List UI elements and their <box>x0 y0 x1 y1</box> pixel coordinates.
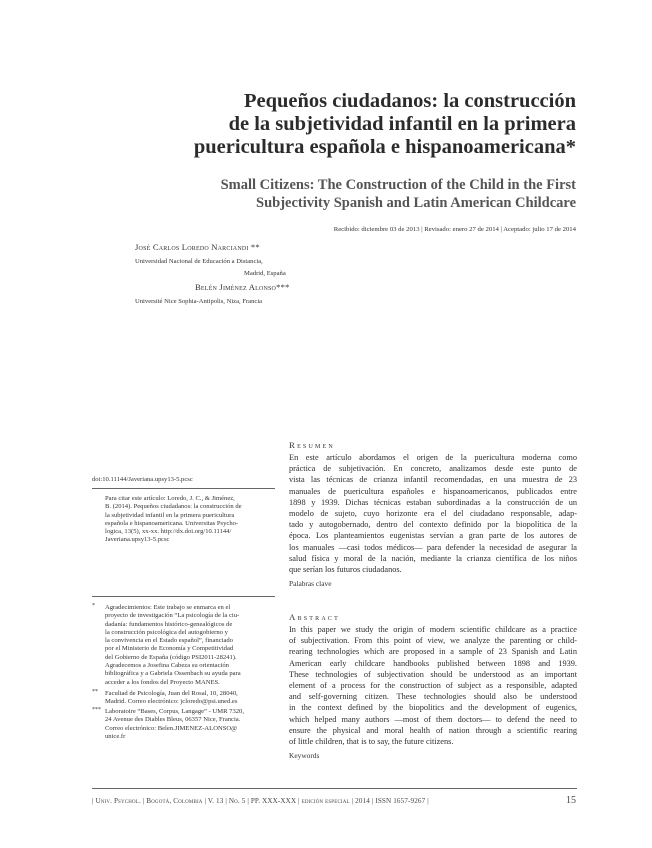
article-title-es <box>56 90 576 159</box>
footnote-line: acceder a los fondos del Proyecto MANES. <box>105 678 220 686</box>
citation-line: logica, 13(5), xx-xx. http://dx.doi.org/10.11144/ <box>105 528 232 536</box>
resumen-line: manuales de puericultura españoles e hispanoamericanos, publicados entre <box>289 486 577 496</box>
abstract-line: which helped many authors —most of them doctors— to defend the need to <box>289 714 577 724</box>
footnote-line: Facultad de Psicología, Juan del Rosal, 10, 28040, <box>105 690 238 697</box>
author-name: José Carlos Loredo Narciandi ** <box>135 242 260 252</box>
author-affiliation: Universidad Nacional de Educación a Distancia, <box>135 258 263 265</box>
title-en-line: Subjectivity Spanish and Latin American Childcare <box>256 195 576 211</box>
abstract-line: In this paper we study the origin of modern scientific childcare as a practice <box>289 625 577 634</box>
footnote-line: Agradecimientos: Este trabajo se enmarca en el <box>105 604 231 611</box>
footnote-line: Correo electrónico: Belen.JIMENEZ-ALONSO@ <box>105 724 238 732</box>
abstract-heading: Abstract <box>289 612 340 622</box>
citation-line: española e hispanoamericana. Universitas Psycho- <box>105 519 239 527</box>
footnote-mark: *** <box>92 707 101 713</box>
abstract-keywords-label: Keywords <box>289 751 320 760</box>
article-title-en <box>56 176 576 212</box>
title-es-line: de la subjetividad infantil en la primera <box>228 113 576 135</box>
citation-block <box>105 495 275 545</box>
divider <box>92 596 275 597</box>
resumen-line: práctica de subjetivación. En concreto, analizamos desde este punto de <box>289 464 577 474</box>
footnote-line: unice.fr <box>105 732 126 740</box>
author-name: Belén Jiménez Alonso*** <box>195 282 290 292</box>
resumen-line: 1898 y 1939. Dichas técnicas estaban subordinadas a la construcción de un <box>289 497 577 507</box>
abstract-line: element of a process for the construction of subject as a responsible, adapted <box>289 681 577 691</box>
doi[interactable]: doi:10.11144/Javeriana.upsy13-5.pcsc <box>92 476 193 483</box>
resumen-line: los manuales —casi todos médicos— para defender la necesidad de asegurar la <box>289 542 577 552</box>
resumen-line: tado y autogobernado, dentro del contexto definido por la biopolítica de la <box>289 520 577 530</box>
footnote-line: dadanía: fundamentos histórico-genealógicos de <box>105 620 233 628</box>
footnote-line: la convivencia en el Estado español”, financiado <box>105 637 233 645</box>
citation-line: la subjetividad infantil en la primera puericultura <box>105 511 235 519</box>
title-es-line: Pequeños ciudadanos: la construcción <box>243 90 576 112</box>
abstract-body <box>289 624 577 747</box>
footnote-line: proyecto de investigación “La psicología de la ciu- <box>105 612 240 620</box>
footnote-line: Madrid. Correo electrónico: jcloredo@psi.uned.es <box>105 698 238 706</box>
resumen-line: modelo de sujeto, cuyo horizonte era el del ciudadano responsable, adap- <box>289 509 577 519</box>
resumen-heading: Resumen <box>289 440 335 450</box>
citation-line: Javeriana.upsy13-5.pcsc <box>105 536 170 544</box>
resumen-line: En este artículo abordamos el origen de la puericultura moderna como <box>289 453 577 462</box>
citation-line: B. (2014). Pequeños ciudadanos: la construcción de <box>105 503 242 511</box>
footnote-line: Laboratoire “Bases, Corpus, Langage” - UMR 7320, <box>105 708 244 715</box>
resumen-line: vista las técnicas de crianza infantil recomendadas, en una muestra de 23 <box>289 475 577 485</box>
footnote-line: por el Ministerio de Economía y Competitividad <box>105 645 234 653</box>
footnote-author-1 <box>105 690 275 707</box>
abstract-line: rearing technologies which are proposed in a sample of 23 Spanish and Latin <box>289 647 577 657</box>
abstract-line: of little children, that is to say, the future citizens. <box>289 737 454 747</box>
footnote-acknowledgements <box>105 604 275 687</box>
footnote-mark: ** <box>92 689 98 695</box>
abstract-line: of subjectivation. From this point of view, we analyze the parenting or child- <box>289 636 577 646</box>
resumen-line: que serían los futuros ciudadanos. <box>289 565 402 575</box>
footnote-line: 24 Avenue des Diables Bleus, 06357 Nice, Francia. <box>105 716 241 724</box>
running-footer: | Univ. Psychol. | Bogotá, Colombia | V. 13 | No. 5 | PP. XXX-XXX | edición especial | 2014 | ISSN 1657-9267 | <box>92 797 429 805</box>
title-es-line: puericultura española e hispanoamericana* <box>193 136 576 158</box>
submission-dates: Recibido: diciembre 03 de 2013 | Revisado: enero 27 de 2014 | Aceptado: julio 17 de 2014 <box>333 226 576 233</box>
resumen-line: salud física y moral de la nación, mediante la crianza científica de los niños <box>289 553 577 563</box>
footer-divider <box>92 788 577 789</box>
footnote-line: bibliográfica y a Gabriela Ossenbach su ayuda para <box>105 670 241 678</box>
divider <box>92 488 275 489</box>
page-number: 15 <box>566 795 576 806</box>
abstract-line: and self-governing citizen. These technologies should also be understood <box>289 692 577 702</box>
abstract-line: ensure the physical and moral health of nation through a scientific rearing <box>289 725 577 735</box>
author-affiliation: Université Nice Sophia-Antipolis, Niza, Francia <box>135 298 263 305</box>
footnote-line: Agradecemos a Josefina Cabeza su orientación <box>105 662 229 670</box>
footnote-author-2 <box>105 708 275 741</box>
resumen-line: época. Los planteamientos eugenistas servían a gran parte de los autores de <box>289 531 577 541</box>
title-en-line: Small Citizens: The Construction of the Child in the First <box>220 177 576 193</box>
citation-line: Para citar este artículo: Loredo, J. C., & Jiménez, <box>105 495 235 502</box>
author-affiliation: Madrid, España <box>244 270 286 277</box>
abstract-line: These technologies of subjectivation should be understood as an important <box>289 669 577 679</box>
abstract-line: in the context defined by the biopolitics and the development of eugenics, <box>289 703 577 713</box>
footnote-mark: * <box>92 603 95 609</box>
footnote-line: la construcción psicológica del autogobierno y <box>105 628 228 636</box>
abstract-line: American early childcare handbooks published between 1898 and 1939. <box>289 658 577 668</box>
footnote-line: del Gobierno de España (código PSI2011-28241). <box>105 653 237 661</box>
resumen-keywords-label: Palabras clave <box>289 579 332 588</box>
resumen-body <box>289 452 577 575</box>
